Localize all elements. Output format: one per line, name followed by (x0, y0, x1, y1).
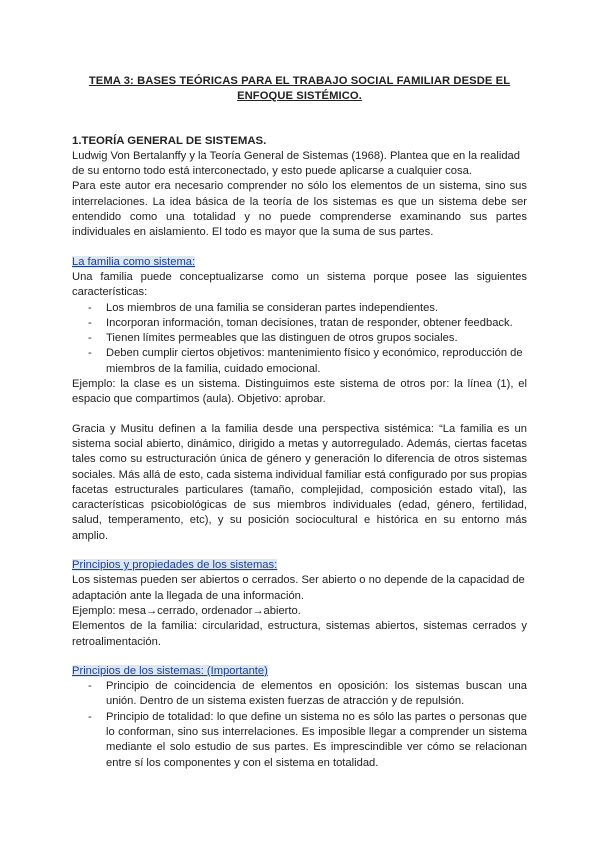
list-item: - Deben cumplir ciertos objetivos: mantenimiento físico y económico, reproducción de miembros de la familia, cuidado emocional. (106, 346, 527, 377)
paragraph-ejemplo-clase: Ejemplo: la clase es un sistema. Distinguimos este sistema de otros por: la línea (1), el espacio que compartimos (aula). Objetivo: aprobar. (72, 378, 527, 406)
paragraph-ejemplo-mesa: Ejemplo: mesa→cerrado, ordenador→abierto. (72, 604, 301, 617)
paragraph-elementos-familia: Elementos de la familia: circularidad, estructura, sistemas abiertos, sistemas cerrados y retroalimentación. (72, 620, 527, 648)
list-item: - Los miembros de una familia se consideran partes independientes. (106, 301, 527, 316)
subheading-principios-importante: Principios de los sistemas: (Importante) (72, 664, 268, 677)
list-item: - Tienen límites permeables que las distinguen de otros grupos sociales. (106, 331, 527, 346)
list-item: - Principio de totalidad: lo que define un sistema no es sólo las partes o personas que lo conforman, sino sus interrelaciones. Es imposible llegar a comprender un sistema mediante el solo estudio de sus partes. Es imprescindible ver cómo se relacionan entre sí los componentes y con el sistema en totalidad. (106, 710, 527, 771)
paragraph-bertalanffy: Ludwig Von Bertalanffy y la Teoría General de Sistemas (1968). Plantea que en la realidad de su entorno todo está interconectado, y esto puede aplicarse a cualquier cosa. (72, 149, 520, 178)
document-title: TEMA 3: BASES TEÓRICAS PARA EL TRABAJO SOCIAL FAMILIAR DESDE EL ENFOQUE SISTÉMICO. (88, 75, 511, 102)
section-heading-teoria-general: 1.TEORÍA GENERAL DE SISTEMAS. (72, 134, 267, 147)
document-page (72, 74, 527, 771)
paragraph-abiertos-cerrados: Los sistemas pueden ser abiertos o cerrados. Ser abierto o no depende de la capacidad de adaptación ante la llegada de una información. (72, 574, 525, 602)
paragraph-familia-intro: Una familia puede conceptualizarse como un sistema porque posee las siguientes características: (72, 270, 527, 299)
subheading-principios-propiedades: Principios y propiedades de los sistemas: (72, 559, 278, 572)
familia-characteristics-list (72, 301, 527, 377)
subheading-familia-sistema: La familia como sistema: (72, 255, 196, 268)
principios-list (72, 679, 527, 771)
list-item: - Incorporan información, toman decisiones, tratan de responder, obtener feedback. (106, 316, 527, 331)
list-item: - Principio de coincidencia de elementos en oposición: los sistemas buscan una unión. Dentro de un sistema existen fuerzas de atracción y de repulsión. (106, 679, 527, 710)
paragraph-gracia-musitu: Gracia y Musitu definen a la familia desde una perspectiva sistémica: “La familia es un sistema social abierto, dinámico, dirigido a metas y autorregulado. Además, ciertas facetas tales como su estructuración única de género y generación lo diferencia de otros sistemas sociales. Más allá de esto, cada sistema individual familiar está configurado por sus propias facetas estructurales particulares (tamaño, complejidad, composición estado vital), las características psicobiológicas de sus miembros individuales (edad, género, fertilidad, salud, temperamento, etc), y su posición sociocultural e histórica en su entorno más amplio. (72, 422, 527, 542)
paragraph-interrelaciones: Para este autor era necesario comprender no sólo los elementos de un sistema, sino sus interrelaciones. La idea básica de la teoría de los sistemas es que un sistema debe ser entendido como una totalidad y no puede comprenderse examinando sus partes individuales en aislamiento. El todo es mayor que la suma de sus partes. (72, 180, 527, 239)
